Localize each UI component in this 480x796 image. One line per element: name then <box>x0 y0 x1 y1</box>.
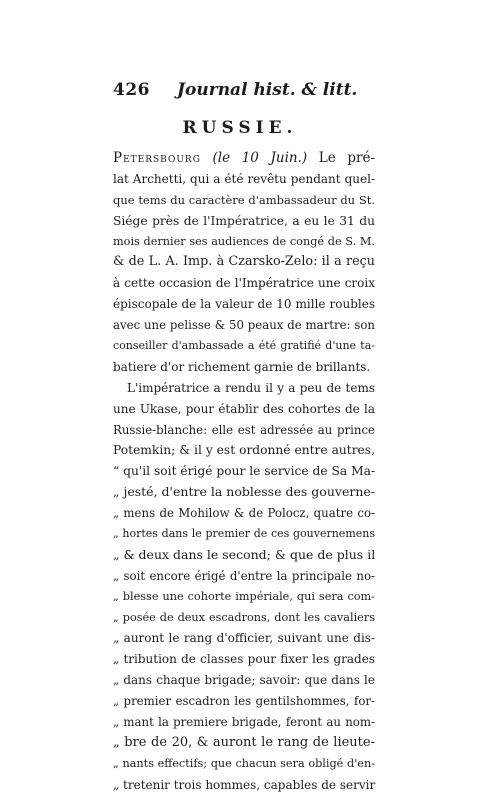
page-number: 426 <box>113 80 150 100</box>
text-line: „ soit encore érigé d'entre la principale no- <box>113 568 375 583</box>
text-line: „ auront le rang d'officier, suivant une dis- <box>113 631 375 646</box>
text-line: à cette occasion de l'Impératrice une croix <box>113 276 375 291</box>
text-line: & de L. A. Imp. à Czarsko-Zelo: il a reçu <box>113 254 375 270</box>
body-text <box>113 148 375 796</box>
text-line: „ mens de Mohilow & de Polocz, quatre co- <box>113 506 375 521</box>
text-line: épiscopale de la valeur de 10 mille roubles <box>113 297 375 312</box>
text-line: mois dernier ses audiences de congé de S. M. <box>113 234 375 248</box>
text-line: “ qu'il soit érigé pour le service de Sa Ma- <box>113 464 376 479</box>
text-line: que tems du caractère d'ambassadeur du St. <box>113 192 375 207</box>
text-line: Siége près de l'Impératrice, a eu le 31 du <box>113 213 375 228</box>
text-line: une Ukase, pour établir des cohortes de la <box>113 401 375 416</box>
text-line: „ dans chaque brigade; savoir: que dans le <box>113 673 375 688</box>
paragraph-lead-line <box>113 148 375 169</box>
text-line: Russie-blanche: elle est adressée au prince <box>113 422 375 437</box>
text-line: lat Archetti, qui a été revêtu pendant quel- <box>113 171 375 186</box>
text-line: „ premier escadron les gentilshommes, for- <box>113 694 375 709</box>
running-title: Journal hist. & litt. <box>177 80 358 100</box>
dateline-rest: Le pré- <box>318 150 376 166</box>
text-line: „ tribution de classes pour fixer les grades <box>113 652 375 667</box>
dateline-date: (le 10 Juin.) <box>212 150 308 166</box>
text-line: „ tretenir trois hommes, capables de servir <box>113 777 376 792</box>
text-line: avec une pelisse & 50 peaux de martre: son <box>113 318 375 333</box>
dateline-place: Petersbourg <box>113 150 201 166</box>
paragraph-ukase <box>113 378 375 796</box>
text-line: „ & deux dans le second; & que de plus il <box>113 546 376 562</box>
section-title: RUSSIE. <box>182 118 298 138</box>
text-line: „ jesté, d'entre la noblesse des gouverne- <box>113 484 375 500</box>
paragraph-petersbourg <box>113 148 375 378</box>
text-line: Potemkin; & il y est ordonné entre autres, <box>113 443 375 458</box>
text-line: „ blesse une cohorte impériale, qui sera com- <box>113 589 375 603</box>
text-line: „ mant la premiere brigade, feront au nom- <box>113 715 375 730</box>
text-line: „ bre de 20, & auront le rang de lieute- <box>113 734 375 750</box>
text-line: „ nants effectifs; que chacun sera obligé d'en- <box>113 756 375 770</box>
text-line: batiere d'or richement garnie de brillants. <box>113 359 371 374</box>
text-line: conseiller d'ambassade a été gratifié d'une ta- <box>113 339 375 353</box>
text-line: „ posée de deux escadrons, dont les cavaliers <box>113 610 375 624</box>
text-line: L'impératrice a rendu il y a peu de tems <box>127 380 375 395</box>
running-header <box>113 80 373 102</box>
text-line: „ hortes dans le premier de ces gouvernemens <box>113 527 375 541</box>
